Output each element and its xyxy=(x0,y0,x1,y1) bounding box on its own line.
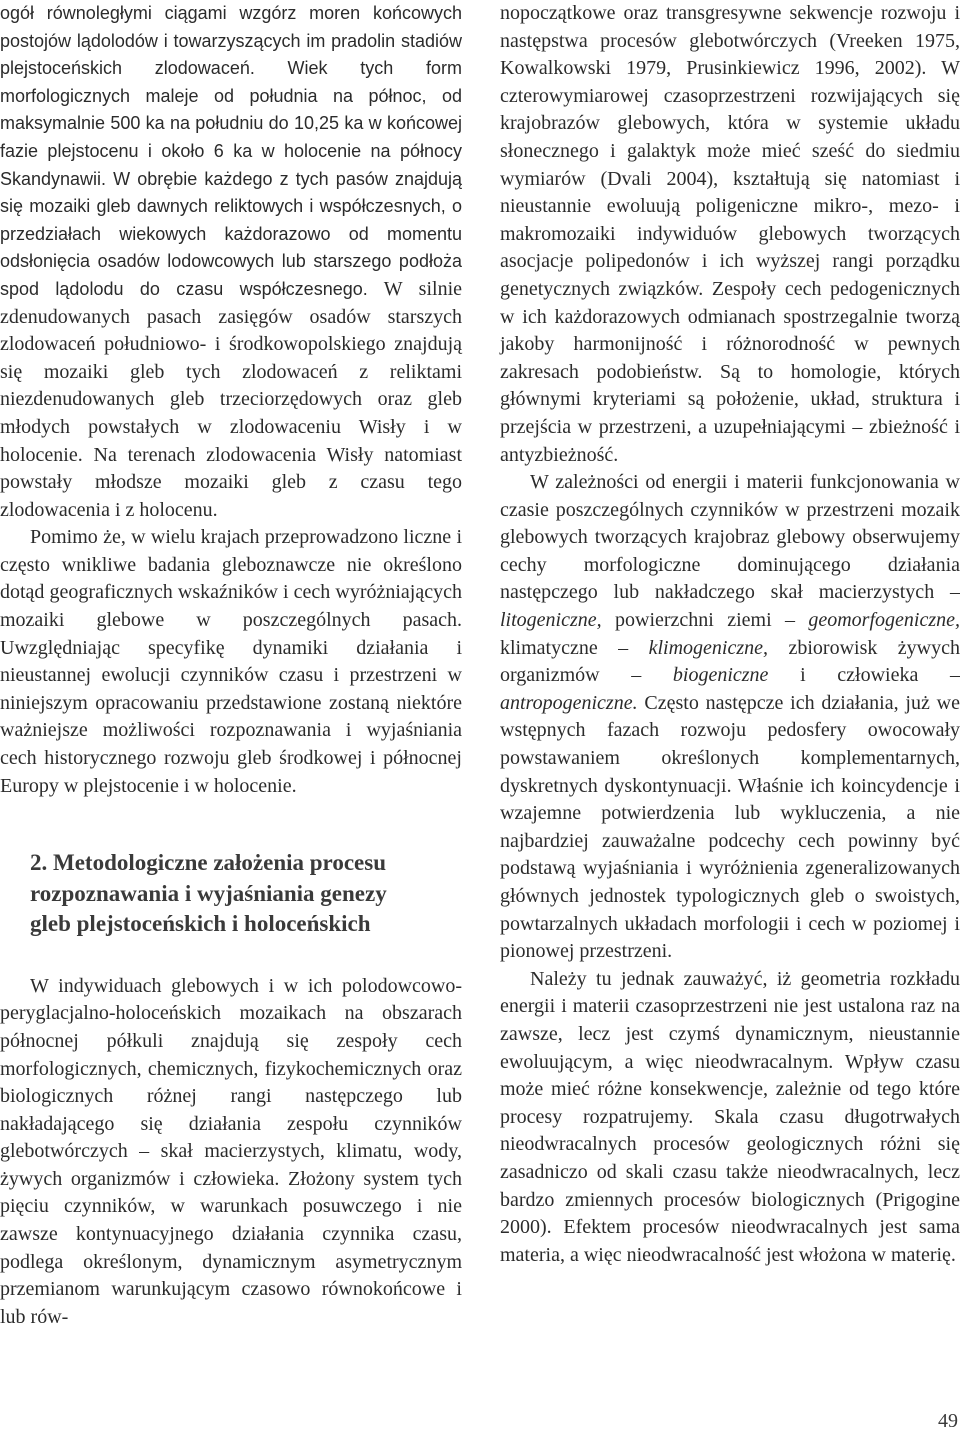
paragraph-research: Pomimo że, w wielu krajach przeprowadzono liczne i często wnikliwe badania gleboznawcze nie określono dotąd geograficznych wskaźników i cech wyróżniających mozaiki glebowe w poszczególnych pasach. Uwzględniając specyfikę dynamiki działania i nieustannej ewolucji czynników czasu i przestrzeni w niniejszym opracowaniu przedstawione zostaną niektóre ważniejsze możliwości rozpoznawania i wyjaśniania cech historycznego rozwoju gleb środkowej i północnej Europy w plejstocenie i w holocenie. xyxy=(0,526,462,797)
text-segment: i człowieka – xyxy=(768,664,960,687)
page-number: 49 xyxy=(938,1410,958,1432)
term-geomorphogenic: geomorfogeniczne, xyxy=(808,609,960,632)
section-heading-line-1: 2. Metodologiczne założenia procesu xyxy=(30,850,387,876)
section-heading-line-3: gleb plejstoceńskich i holoceńskich xyxy=(30,911,371,937)
text-segment: W zależności od energii i materii funkcjonowania w czasie poszczególnych czynników w przestrzeni mozaik glebowych tworzących krajobraz glebowy obserwujemy cechy morfologiczne dominującego działania następczego lub nakładczego skał macierzystych – xyxy=(500,471,960,604)
paragraph-moraines-text: ogół równoległymi ciągami wzgórz moren końcowych postojów lądolodów i towarzyszących im pradolin stadiów plejstoceńskich zlodowaceń. Wiek tych form morfologicznych maleje od południa na północ, od maksymalnie 500 ka na południu do 10,25 ka w końcowej fazie plejstocenu i około 6 ka w holocenie na północy Skandynawii. xyxy=(0,3,462,189)
term-anthropogenic: antropogeniczne. xyxy=(500,691,638,714)
paragraph-moraines xyxy=(0,0,462,524)
paragraph-geometry-time: Należy tu jednak zauważyć, iż geometria rozkładu energii i materii czasoprzestrzeni nie jest ustalona raz na zawsze, lecz jest czymś dynamicznym, nieustannie ewoluującym, a więc nieodwracalnym. Wpływ czasu może mieć różne konsekwencje, zależnie od tego które procesy rozpatrujemy. Skala czasu długotrwałych nieodwracalnych procesów geologicznych różni się zasadniczo od skali czasu także nieodwracalnych, lecz bardzo zmiennych procesów biologicznych (Prigogine 2000). Efektem procesów nieodwracalnych jest sama materia, a więc nieodwracalność jest włożona w materię. xyxy=(500,967,960,1266)
term-lithogenic: litogeniczne, xyxy=(500,609,602,632)
right-column xyxy=(500,0,960,1269)
text-segment: powierzchni ziemi – xyxy=(601,609,809,632)
section-heading-line-2: rozpoznawania i wyjaśniania genezy xyxy=(30,880,387,906)
text-segment: Często następcze ich działania, już we wstępnych fazach rozwoju pedosfery owocowały powstawaniem określonych komplementarnych, dyskretnych dyskontynuacji. Właśnie ich koincydencje i wzajemne potwierdzenia lub wykluczenia, a nie najbardziej zauważalne podcechy cech powinny być podstawą wyjaśniania i wyróżnienia zgeneralizowanych głównych jednostek typologicznych gleb o swoistych, powtarzalnych układach morfologii i cech w poziomej i pionowej przestrzeni. xyxy=(500,691,960,963)
left-column xyxy=(0,0,462,1331)
paragraph-moraines-denuded: W silnie zdenudowanych pasach zasięgów osadów starszych zlodowaceń południowo- i środkowopolskiego znajdują się mozaiki gleb tych zlodowaceń z reliktami niezdenudowanych gleb trzeciorzędowych oraz gleb młodych powstałych w zlodowaceniu Wisły i w holocenie. Na terenach zlodowacenia Wisły natomiast powstały młodsze mozaiki gleb z czasu tego zlodowacenia i z holocenu. xyxy=(0,277,463,521)
text-segment: klimatyczne – xyxy=(500,636,649,659)
paragraph-moraines-mosaics: W obrębie każdego z tych pasów znajdują się mozaiki gleb dawnych reliktowych i współczesnych, o przedziałach wiekowych każdorazowo od momentu odsłonięcia osadów lodowcowych lub starszego podłoża spod lądolodu do czasu współczesnego. xyxy=(0,168,462,299)
text-segment: zbiorowisk żywych organizmów – xyxy=(500,636,960,687)
term-biogenic: biogeniczne xyxy=(672,664,769,687)
term-climogenic: klimogeniczne, xyxy=(648,636,769,659)
paragraph-energy-matter xyxy=(500,469,960,966)
section-heading xyxy=(0,848,462,940)
paragraph-sequences: nopoczątkowe oraz transgresywne sekwencje rozwoju i następstwa procesów glebotwórczych (Vreeken 1975, Kowalkowski 1979, Prusinkiewicz 1996, 2002). W czterowymiarowej czasoprzestrzeni rozwijających się krajobrazów glebowych, która w systemie układu słonecznego i galaktyk może mieć sześć do siedmiu wymiarów (Dvali 2004), kształtują się natomiast i nieustannie ewoluują poligeniczne mikro-, mezo- i makromozaiki indywiduów glebowych tworzących asocjacje polipedonów i ich wyższej rangi porządku genetycznych związków. Zespoły cech pedogenicznych w ich każdorazowych odmianach spostrzegalnie tworzą jakoby harmonijność i różnorodność w pewnych zakresach podobieństw. Są to homologie, których głównymi kryteriami są położenie, układ, struktura i przejścia w przestrzeni, a uzupełniającymi – zbieżność i antyzbieżność. xyxy=(500,2,960,466)
paragraph-soil-individuals: W indywiduach glebowych i w ich polodowcowo-peryglacjalno-holoceńskich mozaikach na obszarach północnej półkuli znajdują się zespoły cech morfologicznych, chemicznych, fizykochemicznych oraz biologicznych różnej rangi następczego lub nakładającego się działania zespołu czynników glebotwórczych – skał macierzystych, klimatu, wody, żywych organizmów i człowieka. Złożony system tych pięciu czynników, w warunkach posuwczego i nie zawsze kontynuacyjnego działania czynnika czasu, podlega określonym, dynamicznym asymetrycznym przemianom warunkującym czasowo równokońcowe i lub rów- xyxy=(0,974,462,1328)
